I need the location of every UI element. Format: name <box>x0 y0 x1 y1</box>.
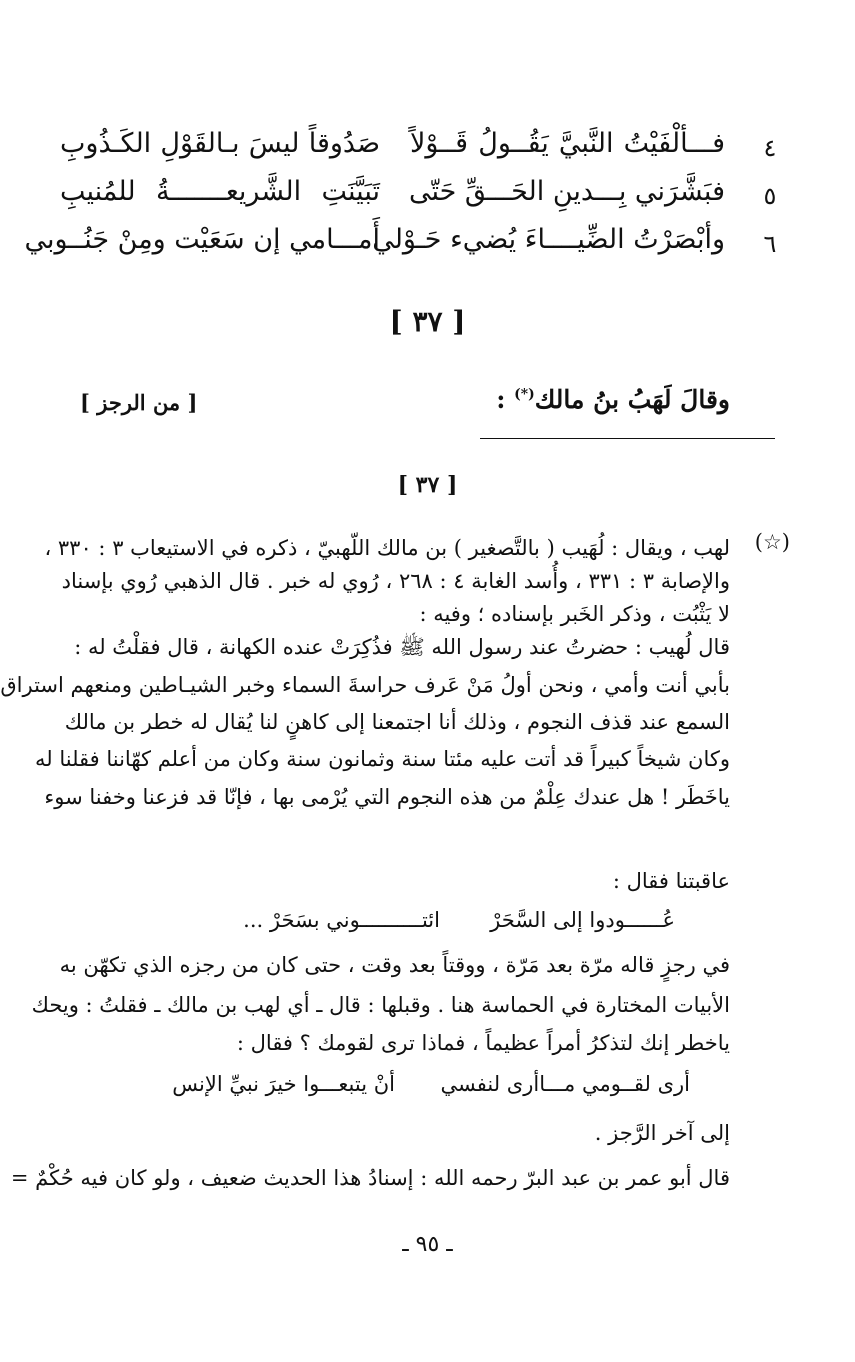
footnote-line: وكان شيخاً كبيراً قد أتت عليه مئتا سنة وثمانون سنة وكان من أعلم كهّاننا فقلنا له <box>35 747 730 771</box>
footnote-line: والإصابة ٣ : ٣٣١ ، وأُسد الغابة ٤ : ٢٦٨ ، رُوي له خبر . قال الذهبي رُوي بإسناد <box>61 569 730 593</box>
poem-verse-4 <box>60 128 785 178</box>
footnote-line: الأبيات المختارة في الحماسة هنا . وقبلها : قال ـ أي لهب بن مالك ـ فقلتُ : ويحك <box>31 993 730 1017</box>
verse-second-hemistich: تَبَيَّنَتِ الشَّريعـــــــةُ للمُنيبِ <box>60 176 380 207</box>
footnote-line: قال لُهيب : حضرتُ عند رسول الله ﷺ فذُكِرَتْ عنده الكهانة ، قال فقلْتُ له : <box>74 635 730 659</box>
poem-number-heading: [ ٣٧ ] <box>389 305 466 338</box>
footnote-verse-2 <box>75 1072 730 1104</box>
footnote-divider <box>480 438 775 439</box>
footnote-line: لهب ، ويقال : لُهَيب ( بالتَّصغير ) بن مالك اللّهبيّ ، ذكره في الاستيعاب ٣ : ٣٣٠ ، <box>44 536 730 560</box>
verse-second-hemistich: أَمـــامي إن سَعَيْت ومِنْ جَنُــوبي <box>24 224 380 255</box>
verse-first-hemistich: وأبْصَرْتُ الضِّيــــاءَ يُضيء حَـوْلي <box>372 224 725 255</box>
verse-first-hemistich: عُــــــودوا إلى السَّحَرْ <box>490 908 675 932</box>
poem-verse-5 <box>60 176 785 226</box>
verse-first-hemistich: أرى لقــومي مـــاأرى لنفسي <box>440 1072 690 1096</box>
footnote-number-heading: [ ٣٧ ] <box>397 472 458 498</box>
footnote-line: ياخطر إنك لتذكرُ أمراً عظيماً ، فماذا ترى لقومك ؟ فقال : <box>236 1031 730 1055</box>
footnote-line: بأبي أنت وأمي ، ونحن أولُ مَنْ عَرف حراسةَ السماء وخبر الشيـاطين ومنعهم استراق <box>0 673 730 697</box>
intro-colon: : <box>496 385 515 414</box>
footnote-line: في رجزٍ قاله مرّة بعد مَرّة ، ووقتاً بعد وقت ، حتى كان من رجزه الذي تكهّن به <box>59 953 730 977</box>
footnote-line: السمع عند قذف النجوم ، وذلك أنا اجتمعنا إلى كاهنٍ لنا يُقال له خطر بن مالك <box>64 710 730 734</box>
poem-meter: [ من الرجز ] <box>80 390 198 415</box>
poem-verse-6 <box>24 224 785 274</box>
footnote-verse-1 <box>75 908 730 940</box>
intro-text: وقالَ لَهَبُ بنُ مالك <box>534 385 730 414</box>
footnote-line: عاقبتنا فقال : <box>612 869 730 893</box>
verse-number: ٤ <box>763 134 777 162</box>
verse-first-hemistich: فبَشَّرَني بِـــدينِ الحَـــقِّ حَتّى <box>408 176 725 207</box>
footnote-line: لا يَثْبُت ، وذكر الخَبر بإسناده ؛ وفيه : <box>419 602 730 626</box>
verse-number: ٦ <box>763 230 777 258</box>
footnote-line: ياخَطَر ! هل عندك عِلْمٌ من هذه النجوم التي يُرْمى بها ، فإنّا قد فزعنا وخفنا سوء <box>44 785 730 809</box>
footnote-line: إلى آخر الرَّجز . <box>594 1121 730 1145</box>
footnote-marker: (☆) <box>754 530 790 554</box>
poem-intro <box>496 385 730 414</box>
footnote-line: قال أبو عمر بن عبد البرّ رحمه الله : إسنادُ هذا الحديث ضعيف ، ولو كان فيه حُكْمٌ = <box>10 1166 730 1190</box>
verse-first-hemistich: فـــألْفَيْتُ النَّبيَّ يَقُــولُ قَــوْلاً <box>410 128 725 159</box>
verse-second-hemistich: صَدُوقاً ليسَ بـالقَوْلِ الكَـذُوبِ <box>60 128 380 159</box>
page-number: ـ ٩٥ ـ <box>402 1232 453 1257</box>
footnote-ref: (*) <box>514 386 535 403</box>
verse-second-hemistich: أنْ يتبعـــوا خيرَ نبيِّ الإنس <box>172 1072 395 1096</box>
verse-number: ٥ <box>763 182 777 210</box>
verse-second-hemistich: ائتــــــــــوني بسَحَرْ ... <box>243 908 440 932</box>
